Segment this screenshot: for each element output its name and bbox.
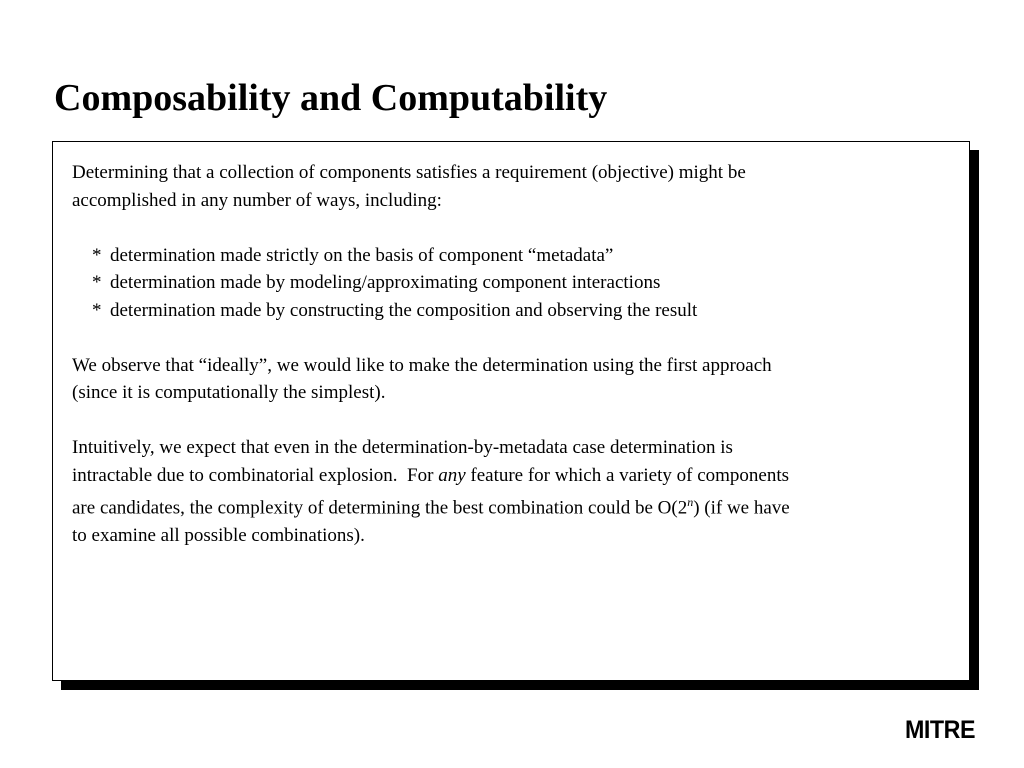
intuition-line-4: to examine all possible combinations). xyxy=(72,524,365,546)
bullet-marker: * xyxy=(92,299,102,321)
observation-line-1: We observe that “ideally”, we would like to make the determination using the first approach xyxy=(72,354,772,376)
intuition-line-3-end: ) (if we have xyxy=(693,497,790,519)
bullet-item-composition xyxy=(72,297,952,325)
bullet-marker: * xyxy=(92,272,102,293)
exponent-n: n xyxy=(687,495,694,509)
intuition-line-2-start: intractable due to combinatorial explosion. For xyxy=(72,464,439,486)
bullet-item-modeling xyxy=(72,269,952,297)
intuition-line-3 xyxy=(72,489,952,522)
slide-body xyxy=(72,159,952,549)
content-panel xyxy=(52,141,970,681)
emphasis-any: any xyxy=(438,464,466,486)
observation-line-2: (since it is computationally the simplest). xyxy=(72,382,386,403)
mitre-logo: MITRE xyxy=(905,716,976,744)
intro-line-1: Determining that a collection of components satisfies a requirement (objective) might be xyxy=(72,162,746,183)
bullet-marker: * xyxy=(92,244,102,266)
slide-title: Composability and Computability xyxy=(54,77,608,119)
intuition-line-2-end: feature for which a variety of components xyxy=(465,464,790,486)
intuition-line-1: Intuitively, we expect that even in the determination-by-metadata case determination is xyxy=(72,437,733,458)
paragraph-spacer xyxy=(72,324,952,352)
paragraph-spacer xyxy=(72,407,952,435)
intro-line-2: accomplished in any number of ways, including: xyxy=(72,189,442,211)
bullet-item-metadata xyxy=(72,242,952,270)
bullet-text: determination made by modeling/approximating component interactions xyxy=(110,272,661,293)
intuition-line-2 xyxy=(72,462,952,490)
bullet-text: determination made strictly on the basis of component “metadata” xyxy=(110,244,614,266)
intuition-line-3-start: are candidates, the complexity of determining the best combination could be O(2 xyxy=(72,497,688,519)
bullet-text: determination made by constructing the composition and observing the result xyxy=(110,299,698,321)
paragraph-spacer xyxy=(72,214,952,242)
